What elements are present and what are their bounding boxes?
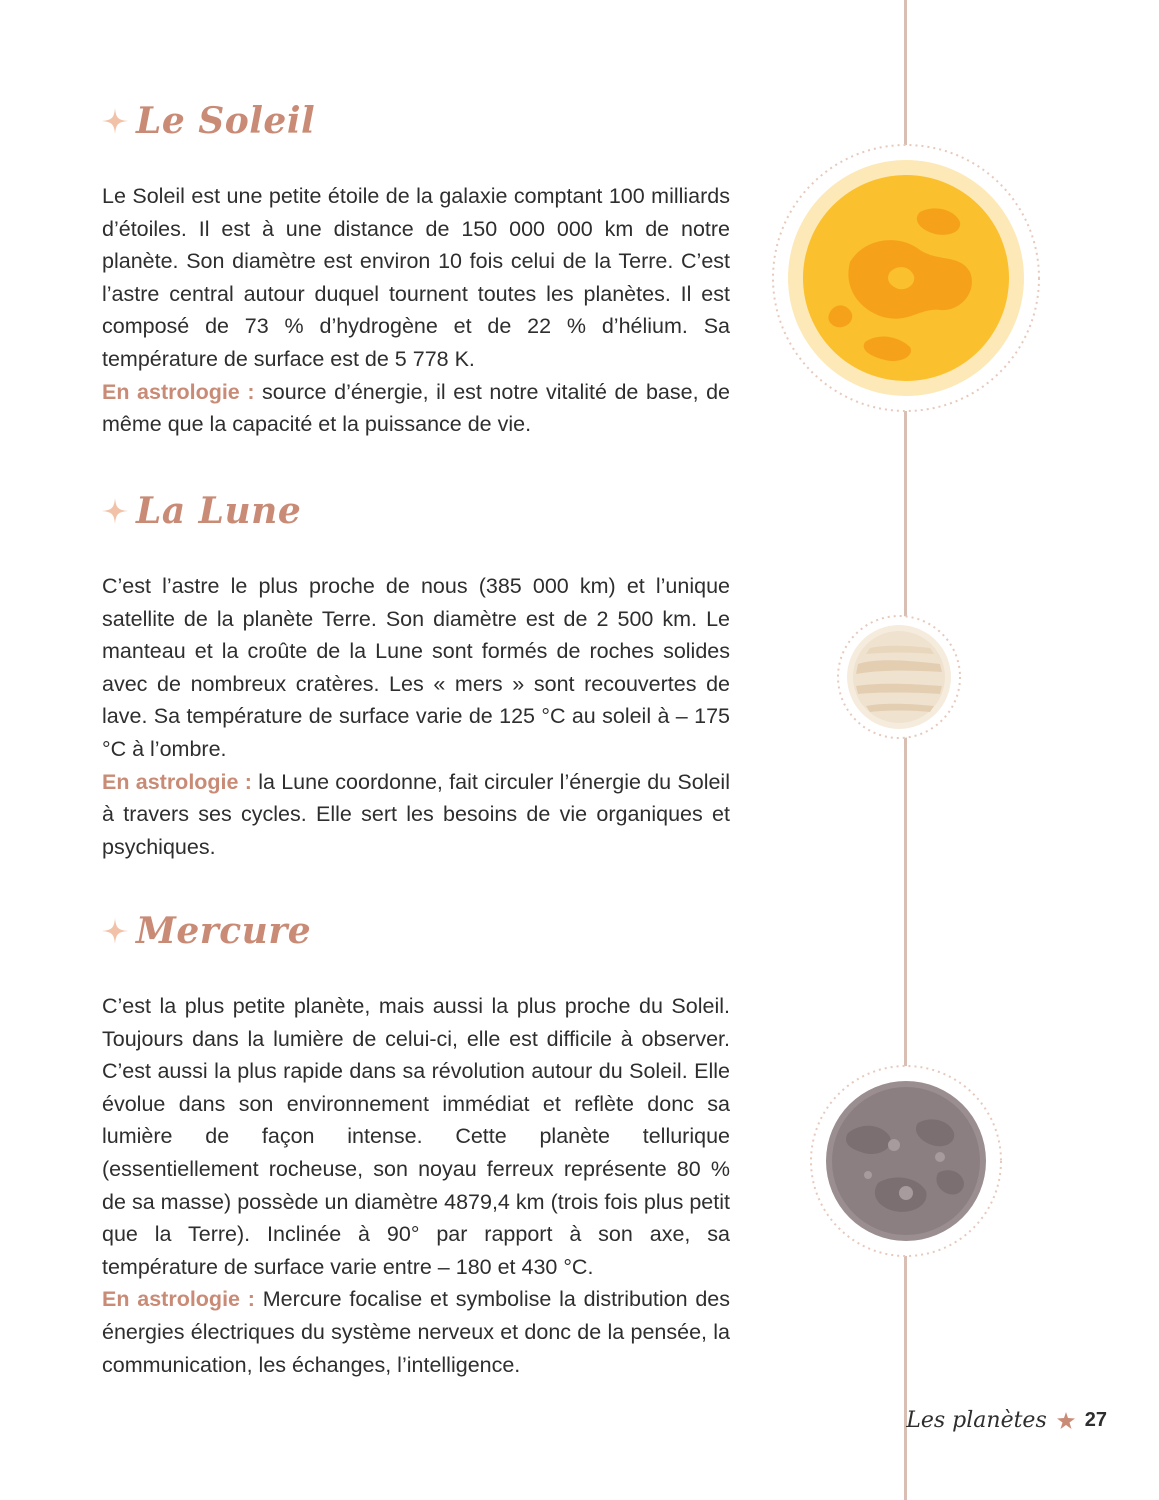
section-heading [102, 100, 730, 142]
section-paragraph: C’est l’astre le plus proche de nous (385 000 km) et l’unique satellite de la planète Terre. Son diamètre est de 2 500 km. Le manteau et la croûte de la Lune sont formés de roches solides avec de nombreux cratères. Les « mers » sont recouvertes de lave. Sa température de surface varie de 125 °C au soleil à – 175 °C à l’ombre. [102, 574, 730, 761]
sparkle-icon [102, 108, 128, 134]
astrology-paragraph [102, 1283, 730, 1381]
sparkle-icon [102, 498, 128, 524]
section-mercure [102, 910, 730, 1381]
moon-illustration [836, 614, 962, 740]
star-icon [1057, 1412, 1075, 1430]
mercury-illustration [808, 1063, 1004, 1259]
sun-illustration [770, 142, 1042, 414]
astrology-label: En astrologie : [102, 769, 252, 794]
astrology-paragraph [102, 766, 730, 864]
section-paragraph: Le Soleil est une petite étoile de la galaxie comptant 100 milliards d’étoiles. Il est à une distance de 150 000 000 km de notre planète. Son diamètre est environ 10 fois celui de la Terre. C’est l’astre central autour duquel tournent toutes les planètes. Il est composé de 73 % d’hydrogène et de 22 % d’hélium. Sa température de surface est de 5 778 K. [102, 184, 730, 371]
astrology-label: En astrologie : [102, 379, 255, 404]
chapter-title: Les planètes [906, 1408, 1047, 1433]
page-number: 27 [1084, 1409, 1107, 1431]
astrology-paragraph [102, 376, 730, 441]
section-soleil [102, 100, 730, 441]
section-body [102, 990, 730, 1381]
section-body [102, 180, 730, 441]
astrology-text: Mercure focalise et symbolise la distribution des énergies électriques du système nerveux et donc de la pensée, la communication, les échanges, l’intelligence. [102, 1287, 731, 1377]
astrology-text: source d’énergie, il est notre vitalité de base, de même que la capacité et la puissance de vie. [102, 379, 731, 437]
page-footer [906, 1408, 1107, 1433]
section-heading [102, 490, 730, 532]
section-title: Mercure [136, 910, 312, 952]
section-heading [102, 910, 730, 952]
section-lune [102, 490, 730, 863]
section-paragraph: C’est la plus petite planète, mais aussi la plus proche du Soleil. Toujours dans la lumière de celui-ci, elle est difficile à observer. C’est aussi la plus rapide dans sa révolution autour du Soleil. Elle évolue dans son environnement immédiat et reflète donc sa lumière de façon intense. Cette planète tellurique (essentiellement rocheuse, son noyau ferreux représente 80 % de sa masse) possède un diamètre 4879,4 km (trois fois plus petit que la Terre). Inclinée à 90° par rapport à son axe, sa température de surface varie entre – 180 et 430 °C. [102, 994, 730, 1279]
astrology-label: En astrologie : [102, 1287, 255, 1312]
sparkle-icon [102, 918, 128, 944]
section-title: La Lune [136, 490, 302, 532]
section-body [102, 570, 730, 863]
astrology-text: la Lune coordonne, fait circuler l’énergie du Soleil à travers ses cycles. Elle sert les besoins de vie organiques et psychiques. [102, 769, 730, 859]
section-title: Le Soleil [136, 100, 316, 142]
